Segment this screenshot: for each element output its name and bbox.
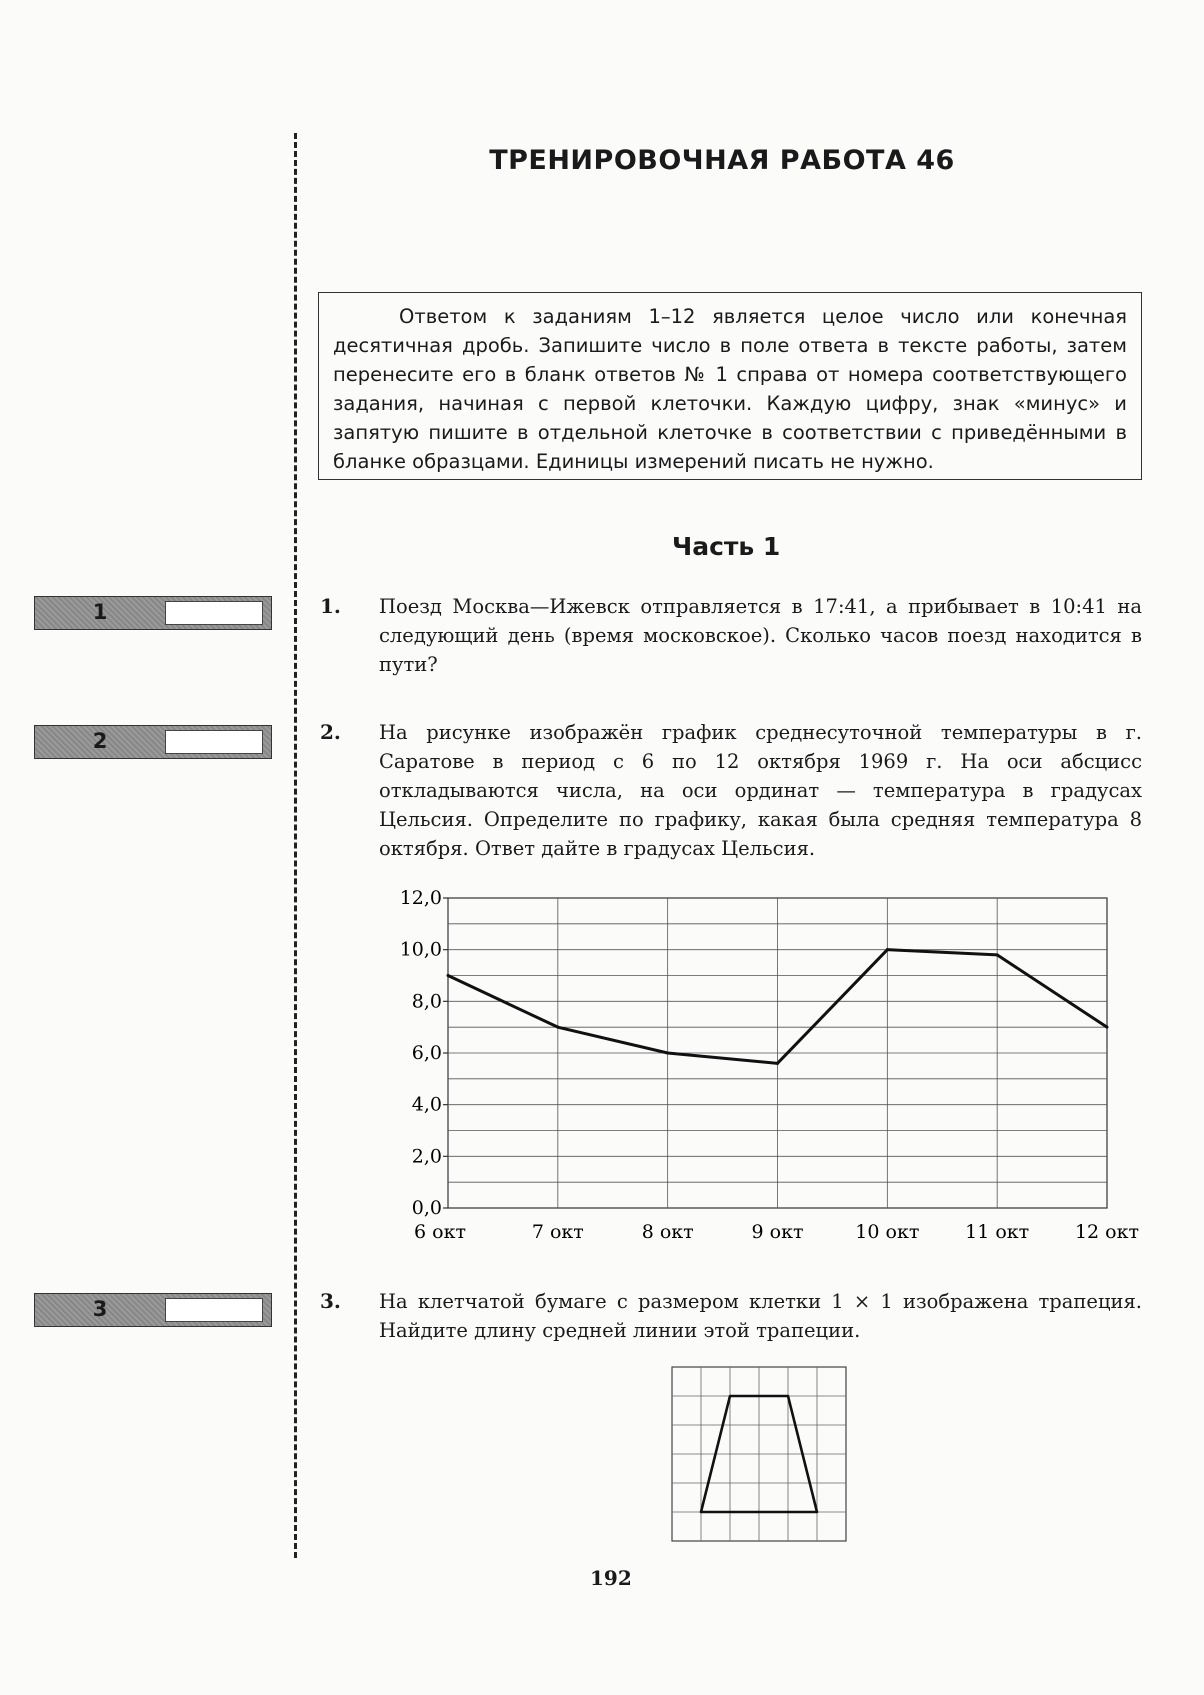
trapezoid-figure [670,1365,856,1551]
answer-box-label: 3 [92,1297,108,1321]
answer-field[interactable] [165,601,263,625]
x-tick-label: 8 окт [641,1221,694,1243]
data-point [776,1062,779,1065]
answer-box-2 [34,725,272,759]
page-title: ТРЕНИРОВОЧНАЯ РАБОТА 46 [489,145,955,176]
data-point [447,974,450,977]
x-tick-label: 12 окт [1074,1221,1140,1243]
y-tick-label: 0,0 [411,1197,442,1219]
data-point [886,948,889,951]
task-text: Поезд Москва—Ижевск отправляется в 17:41, а прибывает в 10:41 на следующий день (время московское). Сколько часов поезд находится в пути? [379,595,1142,676]
data-point [666,1052,669,1055]
y-tick-label: 6,0 [411,1042,442,1064]
temperature-chart [380,887,1140,1248]
part-title: Часть 1 [672,532,781,561]
task-number: 1. [320,594,341,618]
y-tick-label: 12,0 [399,887,442,909]
data-point [1106,1026,1109,1029]
task-number: 3. [320,1289,341,1313]
x-tick-label: 11 окт [965,1221,1030,1243]
instructions-box: Ответом к заданиям 1–12 является целое число или конечная десятичная дробь. Запишите число в поле ответа в тексте работы, затем перенесите его в бланк ответов № 1 справа от номера соответствующего задания, начиная с первой клеточки. Каждую цифру, знак «минус» и запятую пишите в отдельной клеточке в соответствии с приведёнными в бланке образцами. Единицы измерений писать не нужно. [318,292,1142,480]
y-tick-label: 2,0 [411,1145,442,1168]
answer-box-1 [34,596,272,630]
answer-box-3 [34,1293,272,1327]
answer-field[interactable] [165,1298,263,1322]
x-tick-label: 6 окт [414,1221,466,1243]
y-tick-label: 8,0 [411,990,442,1013]
data-point [556,1026,559,1029]
x-tick-label: 7 окт [531,1221,584,1243]
x-tick-label: 9 окт [751,1221,804,1243]
page-number: 192 [590,1566,632,1590]
answer-field[interactable] [165,730,263,754]
task-text: На рисунке изображён график среднесуточной температуры в г. Саратове в период с 6 по 12 октября 1969 г. На оси абсцисс откладываются числа, на оси ординат — температура в градусах Цельсия. Определите по графику, какая была средняя температура 8 октября. Ответ дайте в градусах Цельсия. [379,721,1142,860]
x-tick-label: 10 окт [855,1221,920,1243]
task-number: 2. [320,720,341,744]
y-tick-label: 10,0 [399,938,442,961]
data-point [996,953,999,956]
task-text: На клетчатой бумаге с размером клетки 1 × 1 изображена трапеция. Найдите длину средней линии этой трапеции. [379,1290,1142,1342]
answer-box-label: 1 [92,600,108,624]
cut-line [294,133,297,1558]
answer-box-label: 2 [92,729,108,753]
y-tick-label: 4,0 [411,1093,442,1116]
